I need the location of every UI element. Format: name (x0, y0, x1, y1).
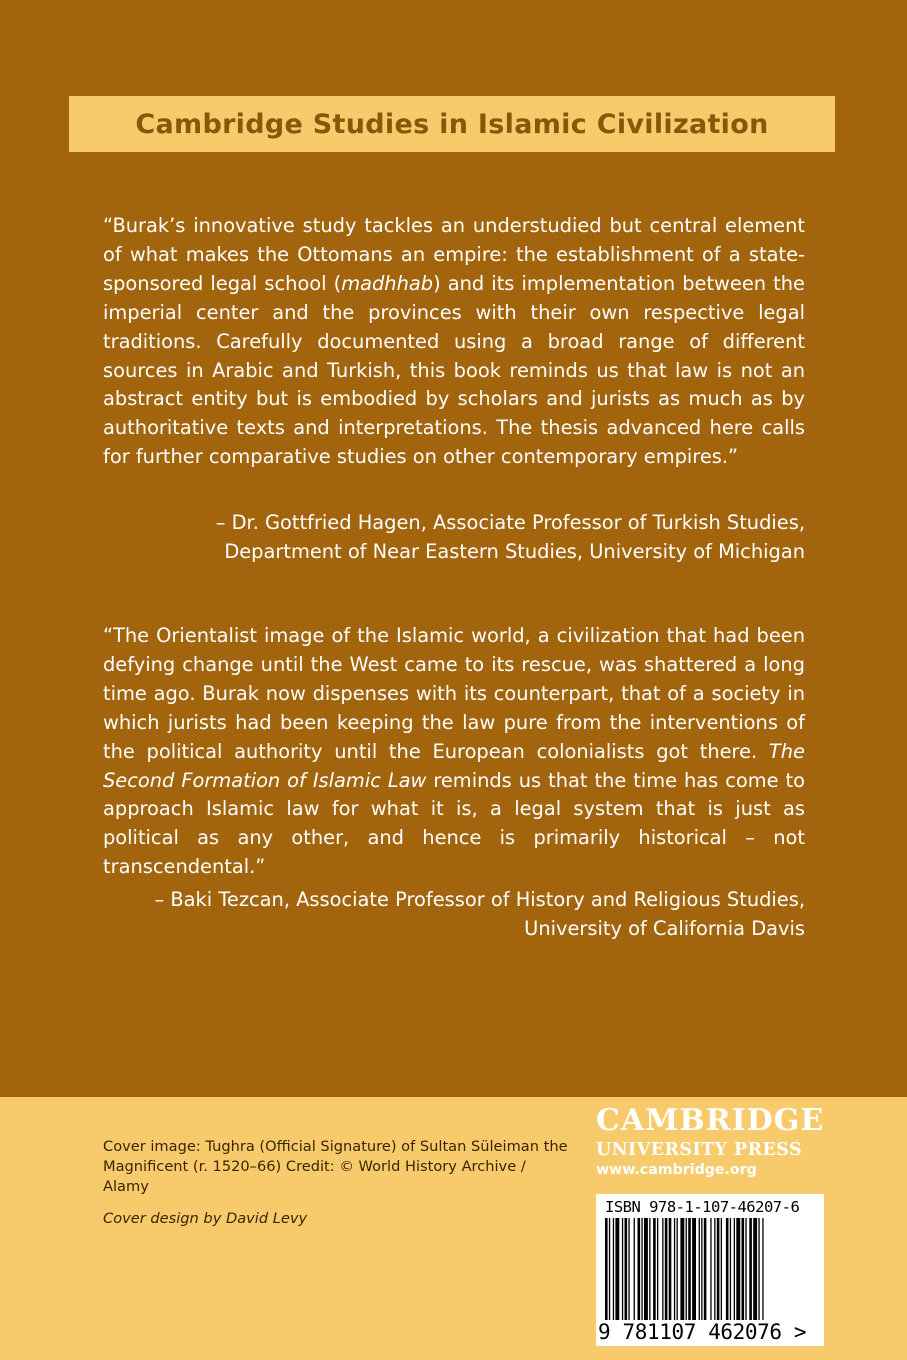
barcode-bar (699, 1218, 700, 1320)
attribution-line: – Dr. Gottfried Hagen, Associate Professor of Turkish Studies, (215, 511, 805, 534)
barcode-bar (641, 1218, 642, 1320)
barcode-bar (613, 1218, 614, 1320)
barcode-bar (644, 1218, 648, 1320)
endorsement-quote-2 (103, 622, 805, 882)
barcode-bar (710, 1218, 711, 1320)
barcode-bar (736, 1218, 740, 1320)
barcode-bar (677, 1218, 678, 1320)
endorsement-attribution-2 (65, 886, 805, 944)
barcode-bar (669, 1218, 672, 1320)
barcode-bar (721, 1218, 722, 1320)
barcode-bar (758, 1218, 759, 1320)
barcode-bar (726, 1218, 729, 1320)
cover-design-credit: Cover design by David Levy (103, 1210, 308, 1227)
endorsement-quote-1 (103, 212, 805, 472)
series-banner (69, 96, 835, 152)
barcode-bar (762, 1218, 763, 1320)
barcode-icon (601, 1218, 819, 1320)
endorsement-attribution-1 (65, 509, 805, 567)
barcode-bar (730, 1218, 731, 1320)
barcode-bar (734, 1218, 735, 1320)
barcode-bar (717, 1218, 720, 1320)
series-title: Cambridge Studies in Islamic Civilization (135, 108, 769, 140)
publisher-press: UNIVERSITY PRESS (596, 1140, 803, 1160)
barcode-bar (686, 1218, 687, 1320)
quote-text: “Burak’s innovative study tackles an understudied but central element of what makes the Ottomans an empire: the establishment of a state-sponsored legal school ( (103, 214, 805, 295)
barcode-bar (622, 1218, 623, 1320)
barcode-bar (609, 1218, 610, 1320)
barcode-bar (625, 1218, 628, 1320)
quote-text: ) and its implementation between the imperial center and the provinces with their own respective legal traditions. Carefully documented using a broad range of different sources in Arabic and Turkish, this book reminds us that law is not an abstract entity but is embodied by scholars and jurists as much as by authoritative texts and interpretations. The thesis advanced here calls for further comparative studies on other contemporary empires.” (103, 271, 805, 469)
barcode-bar (704, 1218, 707, 1320)
cover-image-credit: Cover image: Tughra (Official Signature) of Sultan Süleiman the Magnificent (r. 1520–66) Credit: © World History Archive / Alamy (103, 1138, 568, 1195)
barcode-bar (657, 1218, 658, 1320)
attribution-line: Department of Near Eastern Studies, University of Michigan (224, 539, 805, 563)
quote-text: “The Orientalist image of the Islamic world, a civilization that had been defying change until the West came to its rescue, was shattered a long time ago. Burak now dispenses with its counterpart, that of a society in which jurists had been keeping the law pure from the interventions of the political authority until the European colonialists got there. (103, 624, 805, 763)
attribution-line: University of California Davis (524, 916, 805, 940)
barcode-bar (615, 1218, 619, 1320)
barcode-bar (634, 1218, 635, 1320)
barcode-bar (605, 1218, 608, 1320)
barcode-bar (742, 1218, 745, 1320)
quote-text: reminds us that the time has come to approach Islamic law for what it is, a legal system that is just as political as any other, and hence is primarily historical – not transcendental.” (103, 768, 805, 879)
quote-emphasis: madhhab (341, 271, 434, 295)
barcode-bar (653, 1218, 656, 1320)
quote-emphasis: The Second Formation of Islamic Law (103, 739, 805, 792)
barcode-bar (714, 1218, 715, 1320)
barcode-bar (674, 1218, 675, 1320)
publisher-url: www.cambridge.org (596, 1162, 757, 1178)
barcode-bar (688, 1218, 691, 1320)
attribution-line: – Baki Tezcan, Associate Professor of History and Religious Studies, (154, 888, 805, 911)
isbn-label: ISBN 978-1-107-46207-6 (605, 1198, 800, 1216)
barcode-bar (745, 1218, 746, 1320)
barcode-bar (753, 1218, 757, 1320)
publisher-name: CAMBRIDGE (596, 1103, 825, 1138)
barcode-bar (749, 1218, 752, 1320)
barcode-bar (701, 1218, 702, 1320)
barcode-digits: 9 781107 462076 > (598, 1320, 807, 1344)
barcode-bar (665, 1218, 668, 1320)
publisher-logo (596, 1103, 828, 1179)
barcode-bar (649, 1218, 650, 1320)
barcode-bar (628, 1218, 629, 1320)
barcode-bar (680, 1218, 684, 1320)
barcode-bar (638, 1218, 641, 1320)
barcode-panel (596, 1194, 824, 1346)
barcode-bar (662, 1218, 663, 1320)
barcode-bar (692, 1218, 696, 1320)
